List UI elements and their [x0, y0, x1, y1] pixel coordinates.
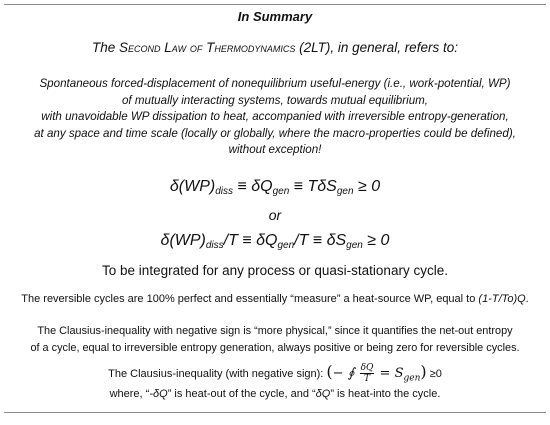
summary-title: In Summary [237, 9, 313, 24]
top-rule [4, 4, 546, 5]
reversible-text: The reversible cycles are 100% perfect and essentially “measure” a heat-source WP, equal to [21, 293, 479, 305]
close-paren: ) [420, 362, 427, 381]
reversible-end: . [525, 293, 529, 305]
bottom-rule [4, 412, 546, 413]
clausius-line: The Clausius-inequality with negative sign is “more physical,” since it quantifies the net-out entropy [37, 325, 513, 337]
reversible-cycles-note [0, 293, 550, 305]
heading-prefix: The [92, 40, 120, 55]
or-separator: or [268, 207, 282, 223]
clausius-label: The Clausius-inequality (with negative sign): [108, 368, 327, 380]
clausius-inequality [0, 362, 550, 384]
eq-subscript: diss [205, 240, 224, 251]
eq-subscript: gen [336, 186, 354, 197]
eq-term: ≡ TδS [289, 178, 337, 195]
eq-term: /T ≡ δQ [223, 232, 278, 249]
heading-suffix: (2LT), in general, refers to: [295, 40, 458, 55]
where-text: where, “ [109, 388, 150, 400]
integration-note: To be integrated for any process or quasi-stationary cycle. [102, 263, 448, 278]
geq-zero: ≥0 [426, 368, 442, 380]
clausius-formula [326, 362, 427, 384]
open-paren: ( [326, 362, 333, 381]
definition-line: at any space and time scale (locally or globally, where the macro-properties could be defined), [34, 126, 516, 140]
second-law-heading [0, 40, 550, 55]
definition-paragraph [0, 76, 550, 159]
eq-term: ≥ 0 [362, 232, 390, 249]
second-law-name: Second Law of Thermodynamics [119, 40, 296, 55]
clausius-line: of a cycle, equal to irreversible entropy generation, always positive or being zero for reversible cycles. [30, 341, 520, 354]
where-text: ” is heat-into the cycle. [330, 388, 441, 400]
definition-line: of mutually interacting systems, towards mutual equilibrium, [121, 93, 429, 107]
eq-term: ≡ δQ [233, 178, 273, 195]
eq-term: δ(WP) [169, 178, 216, 195]
s-term: = S [375, 366, 404, 381]
cyclic-integral: − ∮ [332, 366, 359, 381]
s-subscript: gen [403, 373, 421, 384]
eq-subscript: gen [277, 240, 295, 251]
eq-term: ≥ 0 [353, 178, 381, 195]
where-text: ” is heat-out of the cycle, and “ [167, 388, 316, 400]
definition-line: with unavoidable WP dissipation to heat, accompanied with irreversible entropy-generation, [41, 110, 509, 124]
carnot-formula: (1-T/To)Q [478, 293, 526, 305]
eq-subscript: gen [272, 186, 290, 197]
eq-subscript: diss [215, 186, 233, 197]
heat-out-symbol: -δQ [149, 388, 168, 400]
definition-line: Spontaneous forced-displacement of nonequilibrium useful-energy (i.e., work-potential, WP) [39, 77, 511, 90]
eq-subscript: gen [346, 240, 363, 251]
eq-term: /T ≡ δS [294, 232, 347, 249]
eq-term: δ(WP) [160, 232, 206, 249]
heat-definition [0, 388, 550, 400]
equation-dissipation [0, 178, 550, 196]
dq-over-t [360, 363, 375, 384]
heat-in-symbol: δQ [315, 388, 331, 400]
definition-line: without exception! [228, 143, 322, 157]
fraction-numerator: δQ [360, 363, 374, 373]
fraction-denominator: T [364, 374, 371, 384]
equation-entropy [0, 232, 550, 250]
clausius-note [0, 323, 550, 356]
